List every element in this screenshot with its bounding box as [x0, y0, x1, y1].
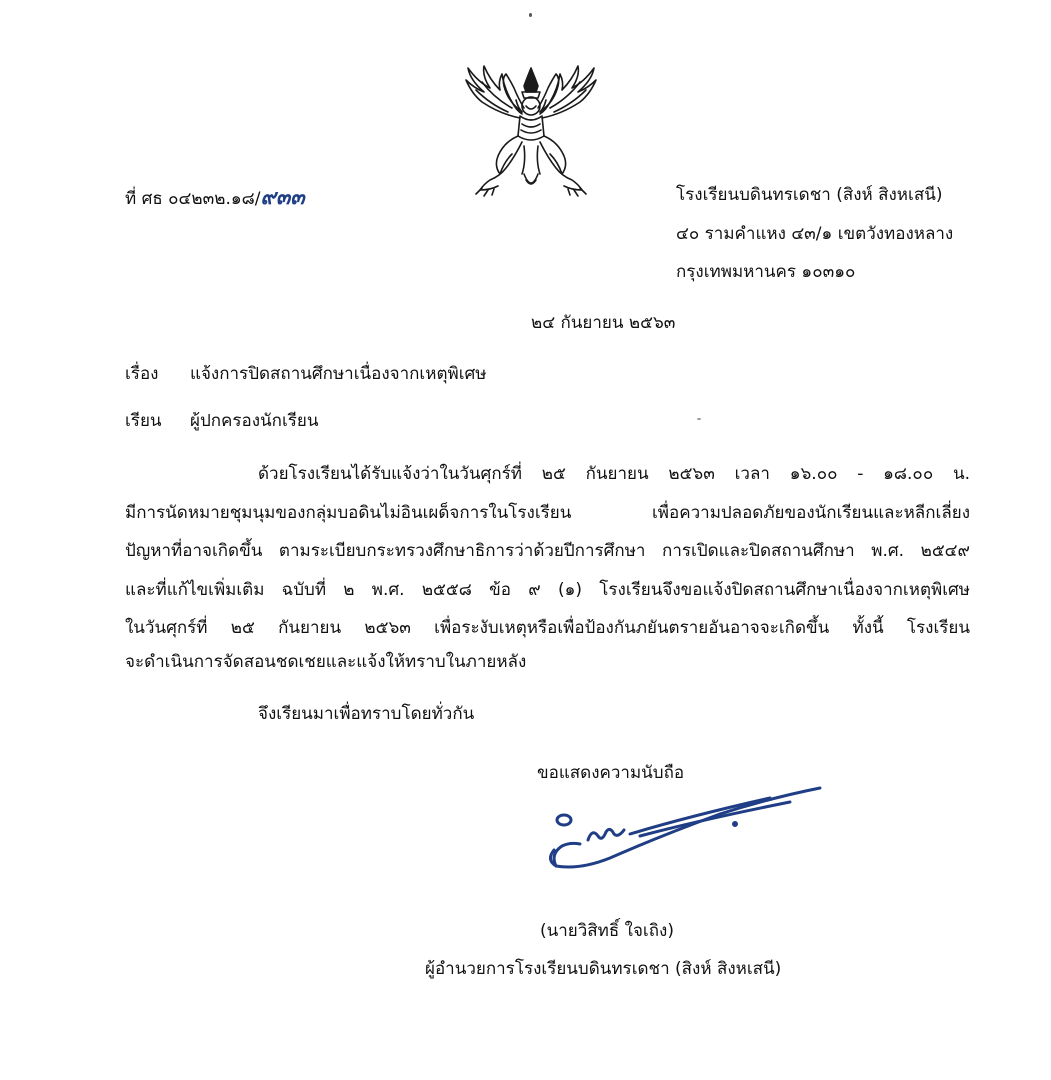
addressee-label: เรียน [125, 411, 162, 431]
garuda-emblem-icon [460, 62, 602, 204]
closing-line: จึงเรียนมาเพื่อทราบโดยทั่วกัน [258, 704, 475, 724]
sender-name: โรงเรียนบดินทรเดชา (สิงห์ สิงหเสนี) [676, 185, 943, 205]
subject-label: เรื่อง [125, 364, 159, 384]
reference-number-prefix: ที่ ศธ ๐๔๒๓๒.๑๘/ [125, 189, 261, 209]
subject-text: แจ้งการปิดสถานศึกษาเนื่องจากเหตุพิเศษ [190, 364, 487, 384]
reference-number [125, 187, 305, 208]
scan-speck [697, 418, 701, 420]
sender-address-line2: กรุงเทพมหานคร ๑๐๓๑๐ [676, 262, 856, 282]
addressee-text: ผู้ปกครองนักเรียน [190, 411, 319, 431]
signer-name: (นายวิสิทธิ์ ใจเถิง) [540, 921, 674, 941]
body-line-5: ในวันศุกร์ที่ ๒๕ กันยายน ๒๕๖๓ เพื่อระงับเหตุหรือเพื่อป้องกันภยันตรายอันอาจจะเกิดขึ้น ทั้งนี้ โรงเรียน [125, 618, 970, 638]
signer-title: ผู้อำนวยการโรงเรียนบดินทรเดชา (สิงห์ สิงหเสนี) [425, 959, 782, 979]
body-line-4: และที่แก้ไขเพิ่มเติม ฉบับที่ ๒ พ.ศ. ๒๕๕๘ ข้อ ๙ (๑) โรงเรียนจึงขอแจ้งปิดสถานศึกษาเนื่องจากเหตุพิเศษ [125, 580, 970, 600]
salutation: ขอแสดงความนับถือ [537, 763, 685, 783]
reference-number-handwritten: ๙๓๓ [260, 185, 305, 209]
scan-speck [529, 13, 532, 17]
body-line-2: มีการนัดหมายชุมนุมของกลุ่มบอดินไม่อินเผด็จการในโรงเรียน เพื่อความปลอดภัยของนักเรียนและหลีกเลี่ยง [125, 503, 970, 523]
body-line-6: จะดำเนินการจัดสอนชดเชยและแจ้งให้ทราบในภายหลัง [125, 652, 527, 672]
letter-date: ๒๔ กันยายน ๒๕๖๓ [531, 313, 676, 333]
handwritten-signature [540, 780, 830, 880]
body-line-3: ปัญหาที่อาจเกิดขึ้น ตามระเบียบกระทรวงศึกษาธิการว่าด้วยปีการศึกษา การเปิดและปิดสถานศึกษา พ.ศ. ๒๕๔๙ [125, 541, 970, 561]
sender-address-line1: ๔๐ รามคำแหง ๔๓/๑ เขตวังทองหลาง [676, 224, 954, 244]
body-line-1: ด้วยโรงเรียนได้รับแจ้งว่าในวันศุกร์ที่ ๒๕ กันยายน ๒๕๖๓ เวลา ๑๖.๐๐ - ๑๘.๐๐ น. [258, 464, 970, 484]
